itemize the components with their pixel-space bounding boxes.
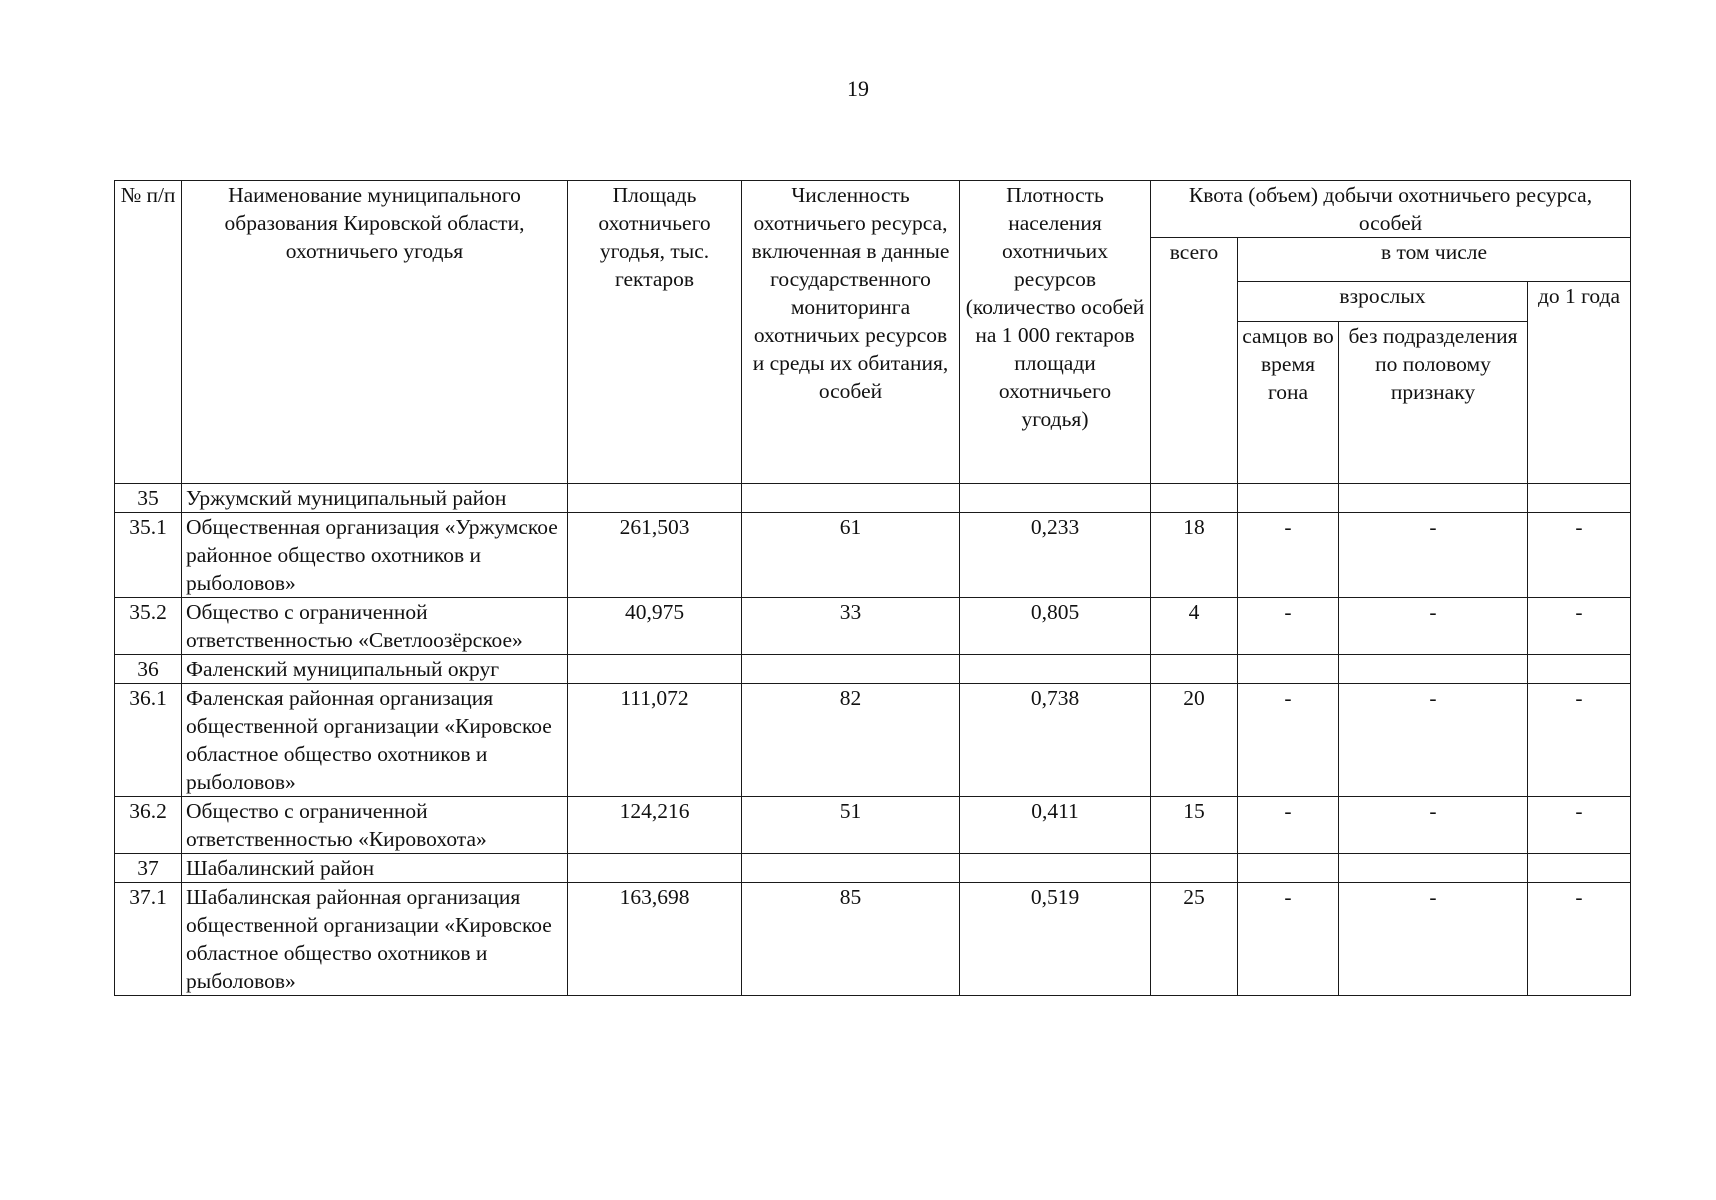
row-num: 37 [115,854,182,883]
row-density: 0,411 [960,797,1151,854]
header-under-year: до 1 года [1528,282,1631,484]
table-row [115,655,1631,684]
row-num: 37.1 [115,883,182,996]
row-name: Общественная организация «Уржумское районное общество охотников и рыболовов» [182,513,568,598]
row-count: 82 [742,684,960,797]
table-row [115,883,1631,996]
row-area: 111,072 [568,684,742,797]
row-name: Уржумский муниципальный район [182,484,568,513]
row-num: 35 [115,484,182,513]
row-nosex: - [1339,883,1528,996]
page-number: 19 [847,76,869,101]
row-name: Фаленская районная организация общественной организации «Кировское областное общество охотников и рыболовов» [182,684,568,797]
table-row [115,797,1631,854]
row-nosex: - [1339,797,1528,854]
row-total: 25 [1151,883,1238,996]
row-num: 35.1 [115,513,182,598]
row-total: 15 [1151,797,1238,854]
header-adults: взрослых [1238,282,1528,322]
row-young: - [1528,883,1631,996]
row-nosex: - [1339,598,1528,655]
row-young: - [1528,797,1631,854]
header-area: Площадь охотничьего угодья, тыс. гектаров [568,181,742,484]
row-nosex: - [1339,684,1528,797]
row-males: - [1238,684,1339,797]
row-area: 261,503 [568,513,742,598]
row-name: Фаленский муниципальный округ [182,655,568,684]
row-num: 36.2 [115,797,182,854]
row-num: 35.2 [115,598,182,655]
row-total: 20 [1151,684,1238,797]
row-name: Шабалинская районная организация общественной организации «Кировское областное общество охотников и рыболовов» [182,883,568,996]
row-area: 163,698 [568,883,742,996]
row-young: - [1528,598,1631,655]
row-density: 0,805 [960,598,1151,655]
row-count: 61 [742,513,960,598]
row-total: 4 [1151,598,1238,655]
header-density: Плотность населения охотничьих ресурсов (количество особей на 1 000 гектаров площади охотничьего угодья) [960,181,1151,484]
row-young: - [1528,513,1631,598]
row-area: 124,216 [568,797,742,854]
row-nosex: - [1339,513,1528,598]
row-total: 18 [1151,513,1238,598]
quota-table [114,180,1631,996]
row-males: - [1238,883,1339,996]
header-including: в том числе [1238,238,1631,282]
row-young: - [1528,684,1631,797]
row-males: - [1238,598,1339,655]
header-num: № п/п [115,181,182,484]
row-males: - [1238,513,1339,598]
header-count: Численность охотничьего ресурса, включенная в данные государственного мониторинга охотничьих ресурсов и среды их обитания, особей [742,181,960,484]
table-row [115,684,1631,797]
row-count: 85 [742,883,960,996]
row-males: - [1238,797,1339,854]
row-count: 33 [742,598,960,655]
row-density: 0,738 [960,684,1151,797]
row-name: Общество с ограниченной ответственностью «Кировохота» [182,797,568,854]
header-males-rut: самцов во время гона [1238,322,1339,484]
row-name: Шабалинский район [182,854,568,883]
header-quota: Квота (объем) добычи охотничьего ресурса, особей [1151,181,1631,238]
table-row [115,484,1631,513]
table-row [115,854,1631,883]
row-count: 51 [742,797,960,854]
header-no-sex-division: без подразделения по половому признаку [1339,322,1528,484]
row-density: 0,519 [960,883,1151,996]
row-area: 40,975 [568,598,742,655]
table-row [115,513,1631,598]
table-row [115,598,1631,655]
row-num: 36.1 [115,684,182,797]
header-total: всего [1151,238,1238,484]
row-name: Общество с ограниченной ответственностью «Светлоозёрское» [182,598,568,655]
row-num: 36 [115,655,182,684]
row-density: 0,233 [960,513,1151,598]
header-name: Наименование муниципального образования Кировской области, охотничьего угодья [182,181,568,484]
